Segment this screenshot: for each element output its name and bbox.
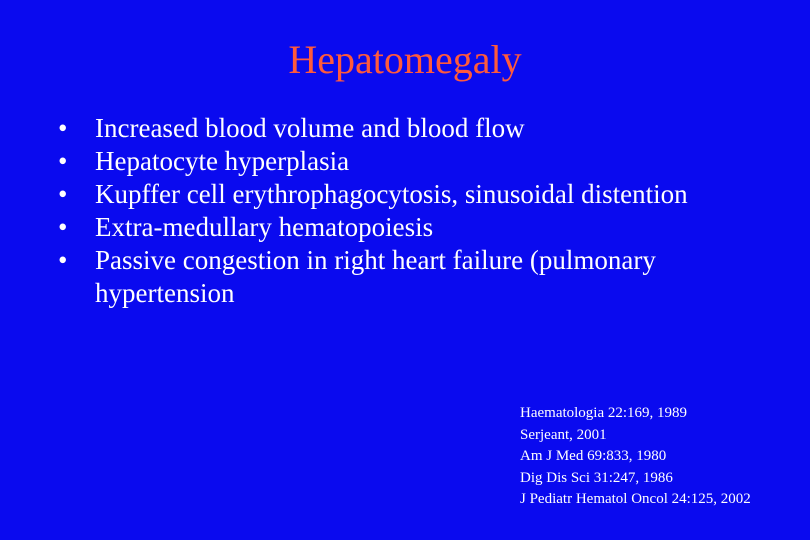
references-block bbox=[520, 403, 805, 511]
bullet-list bbox=[58, 112, 698, 310]
reference-line: Haematologia 22:169, 1989 bbox=[520, 405, 688, 421]
bullet-marker: • bbox=[58, 179, 68, 209]
bullet-text: Passive congestion in right heart failure (pulmonary hypertension bbox=[95, 245, 656, 308]
bullet-marker: • bbox=[58, 245, 68, 275]
bullet-text: Increased blood volume and blood flow bbox=[95, 113, 525, 143]
bullet-marker: • bbox=[58, 146, 68, 176]
bullet-item bbox=[58, 112, 698, 145]
bullet-item bbox=[58, 244, 698, 310]
bullet-item bbox=[58, 145, 698, 178]
bullet-text: Hepatocyte hyperplasia bbox=[95, 146, 350, 176]
bullet-marker: • bbox=[58, 212, 68, 242]
bullet-text: Kupffer cell erythrophagocytosis, sinusoidal distention bbox=[95, 179, 688, 209]
bullet-marker: • bbox=[58, 113, 68, 143]
reference-line: Serjeant, 2001 bbox=[520, 426, 607, 443]
reference-line: Am J Med 69:833, 1980 bbox=[520, 448, 667, 464]
bullet-item bbox=[58, 178, 698, 211]
reference-line: J Pediatr Hematol Oncol 24:125, 2002 bbox=[520, 491, 751, 507]
reference-line: Dig Dis Sci 31:247, 1986 bbox=[520, 469, 673, 486]
bullet-item bbox=[58, 211, 698, 244]
bullet-text: Extra-medullary hematopoiesis bbox=[95, 212, 434, 242]
slide-title: Hepatomegaly bbox=[288, 37, 522, 82]
